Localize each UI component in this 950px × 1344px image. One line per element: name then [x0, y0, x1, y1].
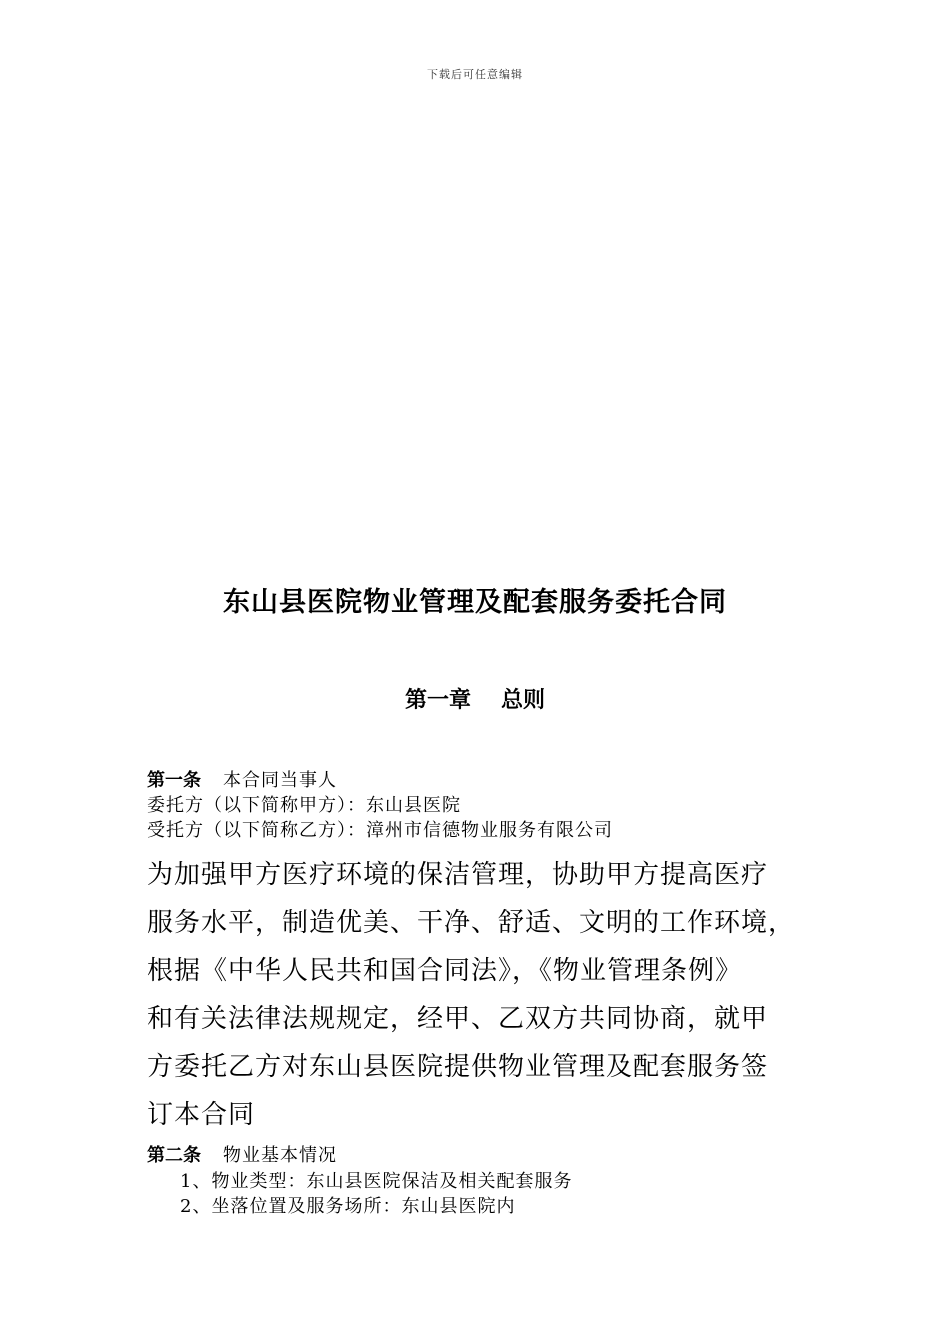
chapter-number: 第一章: [404, 687, 471, 713]
preamble-line: 为加强甲方医疗环境的保洁管理，协助甲方提高医疗: [147, 860, 769, 890]
preamble-line: 方委托乙方对东山县医院提供物业管理及配套服务签: [147, 1052, 769, 1082]
article-2-label: 第二条: [147, 1145, 201, 1166]
article-1-text: 本合同当事人: [223, 770, 337, 791]
document-title: 东山县医院物业管理及配套服务委托合同: [223, 587, 727, 618]
page-header-note: 下载后可任意编辑: [427, 68, 523, 81]
preamble-line: 根据《中华人民共和国合同法》，《物业管理条例》: [147, 956, 743, 986]
preamble-line: 服务水平，制造优美、干净、舒适、文明的工作环境，: [147, 908, 796, 938]
article-2-item: 2、坐落位置及服务场所：东山县医院内: [180, 1196, 516, 1217]
article-2-heading: [147, 1145, 337, 1167]
article-1-heading: [147, 770, 337, 792]
preamble-line: 和有关法律法规规定，经甲、乙双方共同协商，就甲: [147, 1004, 769, 1034]
party-a-line: 委托方（以下简称甲方）：东山县医院: [147, 795, 461, 816]
party-b-line: 受托方（以下简称乙方）：漳州市信德物业服务有限公司: [147, 820, 613, 841]
preamble-paragraph: [147, 851, 827, 1139]
article-1-label: 第一条: [147, 770, 201, 791]
preamble-line: 订本合同: [147, 1100, 256, 1130]
chapter-name: 总则: [501, 687, 546, 713]
chapter-heading: [0, 683, 950, 714]
article-2-text: 物业基本情况: [223, 1145, 337, 1166]
article-2-item: 1、物业类型：东山县医院保洁及相关配套服务: [180, 1171, 573, 1192]
